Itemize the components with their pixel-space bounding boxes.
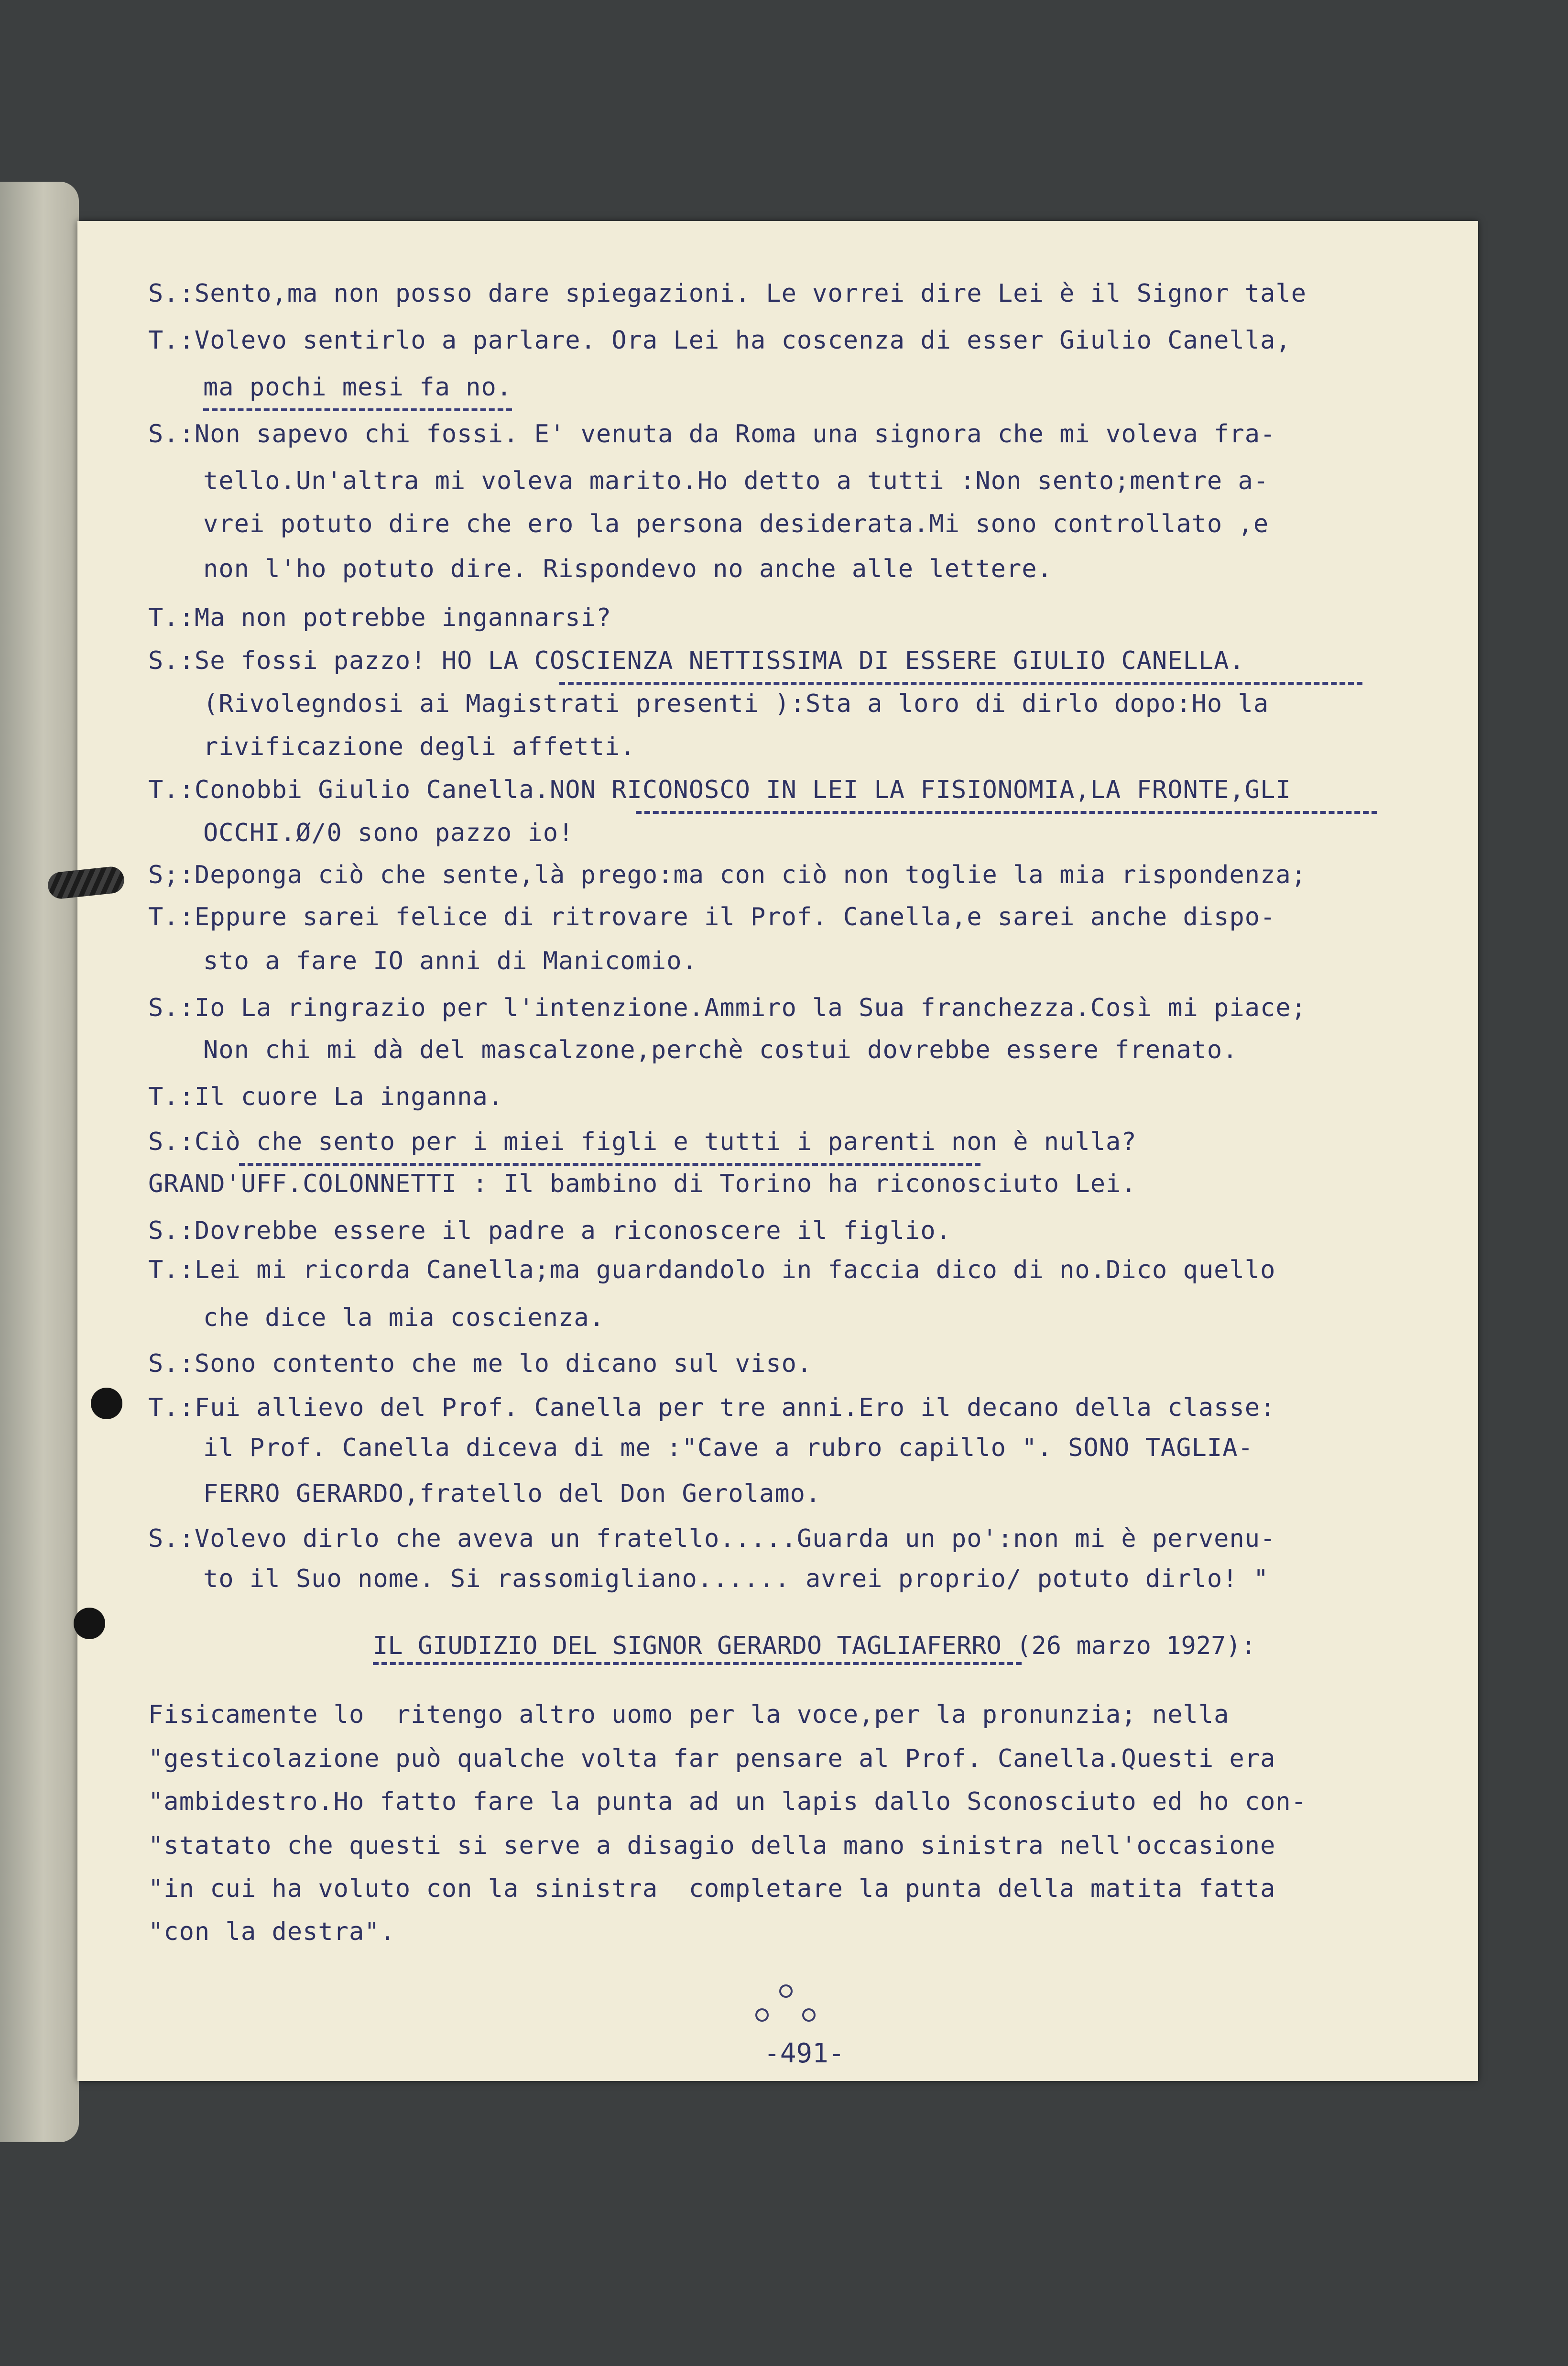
transcript-line: che dice la mia coscienza. — [203, 1303, 605, 1332]
transcript-line: S.:Dovrebbe essere il padre a riconoscere il figlio. — [148, 1216, 951, 1245]
binder-hole — [74, 1608, 105, 1639]
closing-line: "gesticolazione può qualche volta far pensare al Prof. Canella.Questi era — [148, 1744, 1276, 1773]
transcript-line: S.:Volevo dirlo che aveva un fratello.....Guarda un po':non mi è pervenu- — [148, 1524, 1276, 1553]
closing-line: "con la destra". — [148, 1917, 395, 1946]
closing-line: Fisicamente lo ritengo altro uomo per la voce,per la pronunzia; nella — [148, 1700, 1230, 1729]
transcript-line: OCCHI.Ø/0 sono pazzo io! — [203, 819, 574, 847]
underline-mark — [559, 651, 1362, 680]
transcript-line: S.:Se fossi pazzo! HO LA COSCIENZA NETTISSIMA DI ESSERE GIULIO CANELLA. — [148, 646, 1245, 675]
transcript-line: T.:Ma non potrebbe ingannarsi? — [148, 603, 612, 632]
transcript-line: il Prof. Canella diceva di me :"Cave a rubro capillo ". SONO TAGLIA- — [203, 1434, 1253, 1462]
transcript-line: FERRO GERARDO,fratello del Don Gerolamo. — [203, 1479, 821, 1508]
transcript-line: Non chi mi dà del mascalzone,perchè costui dovrebbe essere frenato. — [203, 1036, 1238, 1064]
transcript-line: S;:Deponga ciò che sente,là prego:ma con ciò non toglie la mia rispondenza; — [148, 861, 1307, 889]
transcript-line: T.:Conobbi Giulio Canella.NON RICONOSCO IN LEI LA FISIONOMIA,LA FRONTE,GLI — [148, 776, 1291, 804]
transcript-line: sto a fare IO anni di Manicomio. — [203, 947, 697, 975]
transcript-line: S.:Non sapevo chi fossi. E' venuta da Roma una signora che mi voleva fra- — [148, 420, 1276, 449]
transcript-line: (Rivolegndosi ai Magistrati presenti ):Sta a loro di dirlo dopo:Ho la — [203, 690, 1269, 718]
transcript-line: rivificazione degli affetti. — [203, 733, 636, 761]
transcript-line: ma pochi mesi fa no. — [203, 373, 512, 402]
ornament-circles — [755, 1984, 813, 2023]
section-heading: IL GIUDIZIO DEL SIGNOR GERARDO TAGLIAFERRO (26 marzo 1927): — [373, 1632, 1256, 1660]
transcript-line: T.:Il cuore La inganna. — [148, 1083, 504, 1111]
closing-line: "in cui ha voluto con la sinistra completare la punta della matita fatta — [148, 1874, 1276, 1903]
page-number: -491- — [764, 2038, 845, 2069]
transcript-line: S.:Sono contento che me lo dicano sul viso. — [148, 1349, 813, 1378]
circle-mark — [802, 2008, 816, 2022]
transcript-line: S.:Ciò che sento per i miei figli e tutti i parenti non è nulla? — [148, 1128, 1137, 1156]
transcript-line: S.:Sento,ma non posso dare spiegazioni. Le vorrei dire Lei è il Signor tale — [148, 279, 1307, 308]
transcript-line: T.:Eppure sarei felice di ritrovare il Prof. Canella,e sarei anche dispo- — [148, 903, 1276, 931]
transcript-line: S.:Io La ringrazio per l'intenzione.Ammiro la Sua franchezza.Così mi piace; — [148, 994, 1307, 1022]
circle-mark — [779, 1984, 793, 1998]
underline-mark — [239, 1132, 980, 1161]
heading-underline — [373, 1632, 1022, 1660]
transcript-line: non l'ho potuto dire. Rispondevo no anche alle lettere. — [203, 555, 1053, 583]
punch-hole — [91, 1388, 122, 1419]
transcript-line: GRAND'UFF.COLONNETTI : Il bambino di Torino ha riconosciuto Lei. — [148, 1170, 1137, 1198]
transcript-line: to il Suo nome. Si rassomigliano...... avrei proprio/ potuto dirlo! " — [203, 1565, 1269, 1593]
underline-mark — [203, 378, 512, 406]
transcript-line: T.:Lei mi ricorda Canella;ma guardandolo in faccia dico di no.Dico quello — [148, 1256, 1276, 1284]
transcript-line: tello.Un'altra mi voleva marito.Ho detto a tutti :Non sento;mentre a- — [203, 467, 1269, 495]
closing-line: "statato che questi si serve a disagio della mano sinistra nell'occasione — [148, 1831, 1276, 1860]
transcript-line: T.:Volevo sentirlo a parlare. Ora Lei ha coscenza di esser Giulio Canella, — [148, 326, 1291, 355]
circle-mark — [755, 2008, 769, 2022]
transcript-line: T.:Fui allievo del Prof. Canella per tre anni.Ero il decano della classe: — [148, 1393, 1276, 1422]
facing-page-edge — [0, 182, 79, 2142]
closing-line: "ambidestro.Ho fatto fare la punta ad un lapis dallo Sconosciuto ed ho con- — [148, 1787, 1307, 1816]
underline-mark — [636, 780, 1377, 809]
transcript-line: vrei potuto dire che ero la persona desiderata.Mi sono controllato ,e — [203, 510, 1269, 538]
